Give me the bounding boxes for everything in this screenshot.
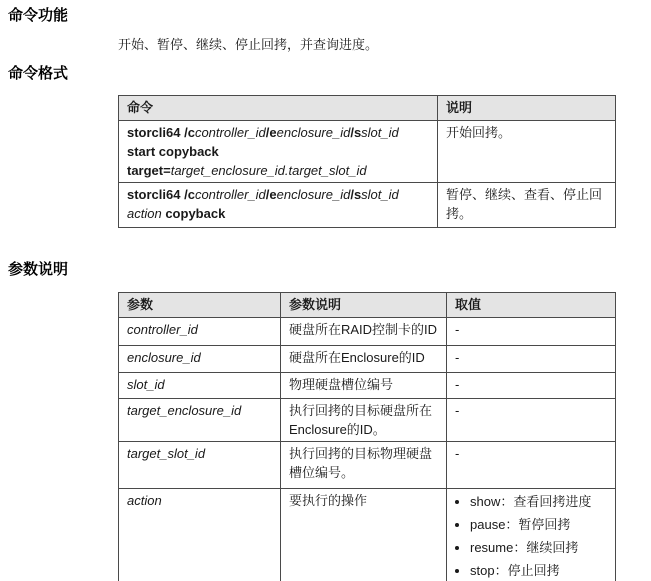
section-heading-parameter-description: 参数说明 xyxy=(8,261,69,278)
parameter-name-cell: controller_id xyxy=(119,318,281,346)
command-segment: target= xyxy=(127,163,171,178)
value-list-item: • show：查看回拷进度 xyxy=(470,492,607,511)
command-segment: action xyxy=(127,206,162,221)
table-row xyxy=(119,442,616,489)
command-format-table xyxy=(118,95,616,228)
command-segment: slot_id xyxy=(361,187,399,202)
parameter-table xyxy=(118,292,616,581)
parameter-name-cell: target_slot_id xyxy=(119,442,281,489)
parameter-name-cell: action xyxy=(119,489,281,581)
table-row xyxy=(119,489,616,581)
parameter-value-cell: - xyxy=(447,373,616,399)
command-function-text: 开始、暂停、继续、停止回拷，并查询进度。 xyxy=(118,37,379,52)
column-header-command: 命令 xyxy=(119,96,438,121)
parameter-description-cell: 执行回拷的目标物理硬盘槽位编号。 xyxy=(281,442,447,489)
value-list-item: • stop：停止回拷 xyxy=(470,561,607,580)
column-header-description: 说明 xyxy=(438,96,616,121)
command-segment: copyback xyxy=(165,206,226,221)
value-list-item: • pause：暂停回拷 xyxy=(470,515,607,534)
parameter-value-cell: - xyxy=(447,346,616,373)
command-segment: storcli64 /c xyxy=(127,125,195,140)
parameter-value-cell: - xyxy=(447,399,616,442)
section-heading-command-function: 命令功能 xyxy=(8,7,69,24)
parameter-name-cell: slot_id xyxy=(119,373,281,399)
table-row xyxy=(119,399,616,442)
table-row xyxy=(119,121,616,183)
table-row xyxy=(119,183,616,228)
command-segment: start copyback xyxy=(127,144,219,159)
parameter-value-cell xyxy=(447,489,616,581)
command-segment: /s xyxy=(350,125,362,140)
parameter-value-cell: - xyxy=(447,442,616,489)
table-row xyxy=(119,318,616,346)
column-header-parameter-description: 参数说明 xyxy=(281,293,447,318)
parameter-description-cell: 物理硬盘槽位编号 xyxy=(281,373,447,399)
column-header-parameter: 参数 xyxy=(119,293,281,318)
value-list-item: • resume：继续回拷 xyxy=(470,538,607,557)
command-segment: controller_id xyxy=(194,125,266,140)
parameter-description-cell: 要执行的操作 xyxy=(281,489,447,581)
command-segment: storcli64 /c xyxy=(127,187,195,202)
command-segment: enclosure_id xyxy=(276,125,351,140)
action-value-list xyxy=(455,492,607,580)
table-row xyxy=(119,373,616,399)
command-segment: /s xyxy=(350,187,362,202)
parameter-name-cell: enclosure_id xyxy=(119,346,281,373)
command-cell xyxy=(119,183,438,228)
command-cell xyxy=(119,121,438,183)
parameter-description-cell: 执行回拷的目标硬盘所在Enclosure的ID。 xyxy=(281,399,447,442)
parameter-value-cell: - xyxy=(447,318,616,346)
command-segment: /e xyxy=(265,187,277,202)
section-heading-command-format: 命令格式 xyxy=(8,65,69,82)
description-cell: 开始回拷。 xyxy=(438,121,616,183)
table-header-row xyxy=(119,96,616,121)
command-segment: slot_id xyxy=(361,125,399,140)
table-row xyxy=(119,346,616,373)
parameter-description-cell: 硬盘所在RAID控制卡的ID xyxy=(281,318,447,346)
parameter-name-cell: target_enclosure_id xyxy=(119,399,281,442)
command-segment: controller_id xyxy=(194,187,266,202)
command-segment: /e xyxy=(265,125,277,140)
command-segment: enclosure_id xyxy=(276,187,351,202)
table-header-row xyxy=(119,293,616,318)
command-segment: target_enclosure_id.target_slot_id xyxy=(170,163,367,178)
column-header-value: 取值 xyxy=(447,293,616,318)
parameter-description-cell: 硬盘所在Enclosure的ID xyxy=(281,346,447,373)
description-cell: 暂停、继续、查看、停止回拷。 xyxy=(438,183,616,228)
